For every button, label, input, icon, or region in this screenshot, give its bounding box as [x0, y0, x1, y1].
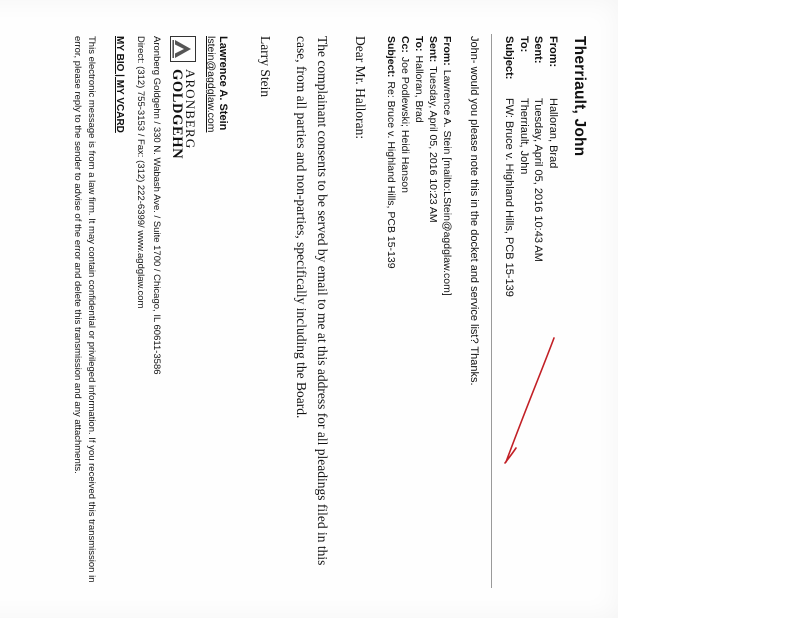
quoted-header-row [412, 36, 426, 588]
email-header-row [516, 36, 531, 588]
quoted-header-row [398, 36, 412, 588]
legal-disclaimer: This electronic message is from a law firm. It may contain confidential or privileged information. If you received this transmission in error, please reply to the sender to advise of the error and delete this transmission and any attachments. [71, 36, 98, 583]
email-header-value-to: Therriault, John [517, 98, 530, 175]
email-header-row [502, 36, 517, 588]
quoted-header-label-subject: Subject: [384, 36, 397, 78]
email-header-label-subject: Subject: [503, 36, 516, 80]
quoted-header-value-cc: Joe Podlewski; Heidi Hanson [398, 56, 411, 193]
firm-logo [169, 36, 197, 588]
page-title: Therriault, John [571, 36, 588, 157]
firm-address: Aronberg Goldgehn / 330 N. Wabash Ave. / Suite 1700 / Chicago, IL 60611-3586 [150, 36, 162, 375]
email-header-value-sent: Tuesday, April 05, 2016 10:43 AM [532, 98, 545, 262]
email-header-value-subject: FW: Bruce v. Highland Hills, PCB 15-139 [503, 98, 516, 297]
email-header-row [531, 36, 546, 588]
signature-email-link[interactable]: lstein@agdglaw.com [204, 36, 217, 133]
quoted-header-label-cc: Cc: [398, 36, 411, 53]
quoted-header-row [426, 36, 440, 588]
email-header-label-sent: Sent: [532, 36, 545, 64]
quoted-header-value-from: Lawrence A. Stein [mailto:LStein@agdglaw.com] [441, 69, 454, 296]
quoted-header-label-from: From: [441, 36, 454, 66]
email-header-label-to: To: [517, 36, 530, 53]
email-header-row [545, 36, 560, 588]
quoted-header-label-sent: Sent: [427, 36, 440, 63]
quoted-email-header-block [384, 36, 454, 588]
email-header-block [502, 36, 560, 588]
header-divider [491, 34, 492, 588]
signoff: Larry Stein [258, 36, 274, 98]
body-paragraph: The complainant consents to be served by email to me at this address for all pleadings filed in this case, from all parties and non-parties, specifically including the Board. [294, 36, 330, 566]
quoted-header-value-subject: Re: Bruce v. Highland Hills, PCB 15-139 [384, 81, 397, 269]
quoted-header-value-sent: Tuesday, April 05, 2016 10:23 AM [427, 66, 440, 223]
firm-logo-line2: GOLDGEHN [168, 69, 185, 160]
firm-contact: Direct: (312) 755-3153 / Fax: (312) 222-6399/ www.agdglaw.com [134, 36, 146, 309]
signature-email [205, 36, 217, 588]
quoted-header-value-to: Halloran, Brad [412, 55, 425, 123]
quoted-header-row [384, 36, 398, 588]
salutation: Dear Mr. Halloran: [352, 36, 368, 140]
signature-links[interactable]: MY BIO | MY VCARD [114, 36, 126, 133]
firm-logo-wordmark [169, 69, 197, 159]
intro-line: John- would you please note this in the docket and service list? Thanks. [467, 36, 480, 386]
email-header-label-from: From: [547, 36, 559, 68]
firm-logo-line1: ARONBERG [182, 69, 198, 150]
quoted-header-row [440, 36, 454, 588]
email-header-value-from: Halloran, Brad [547, 98, 559, 169]
quoted-header-label-to: To: [412, 36, 425, 52]
firm-logo-icon [170, 36, 196, 62]
signature-name: Lawrence A. Stein [216, 36, 229, 131]
